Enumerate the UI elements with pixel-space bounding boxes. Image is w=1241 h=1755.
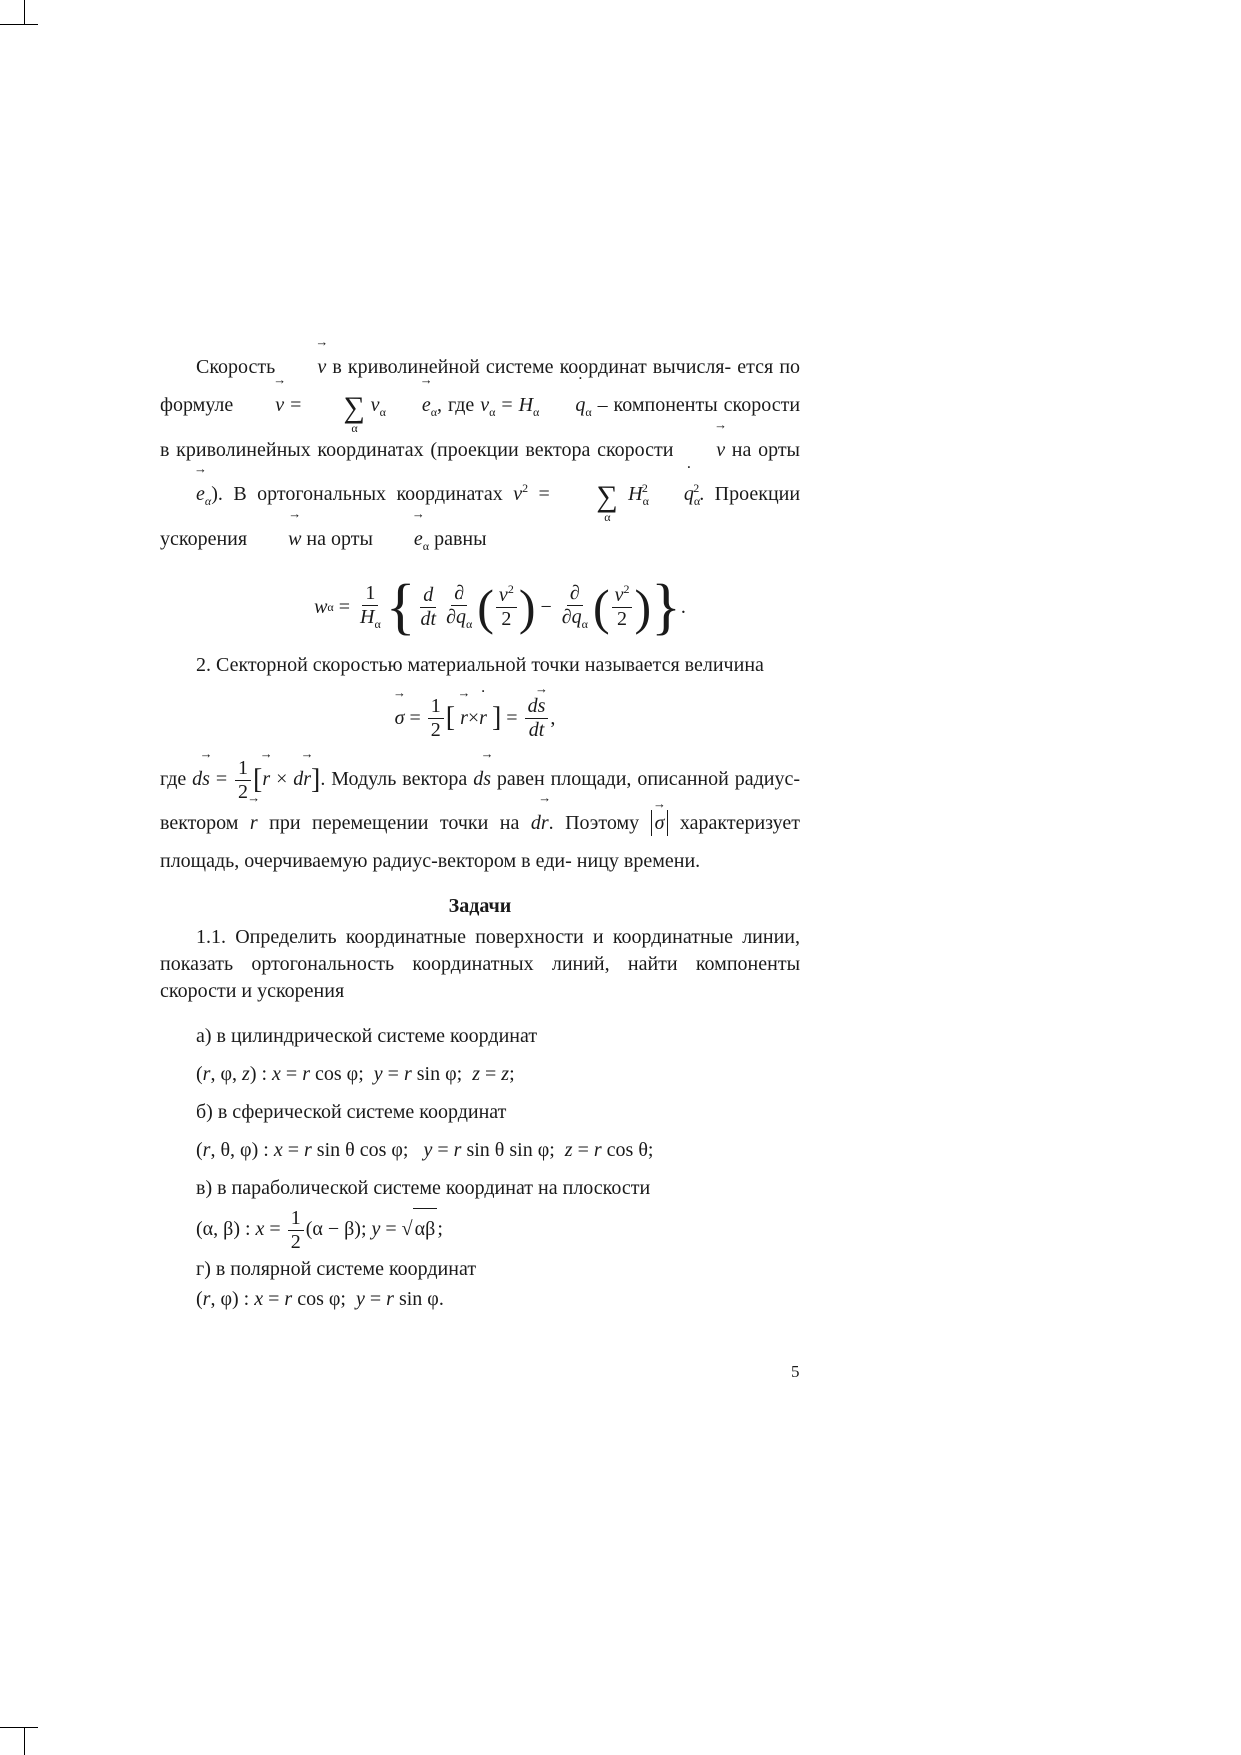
text-fragment: – компоненты скорости [597, 394, 801, 416]
sector-velocity-paragraph [160, 651, 800, 679]
velocity-paragraph [160, 348, 800, 565]
where-paragraph [160, 757, 800, 880]
text-fragment: ). В ортогональных координатах [211, 483, 503, 505]
math-dr: d→ r [531, 812, 549, 834]
crop-mark-bottom-horizontal [0, 1727, 38, 1728]
text-fragment: на орты [306, 528, 373, 550]
text-fragment: равны [434, 528, 487, 550]
task-item-d-label: г) в полярной системе координат [196, 1258, 477, 1280]
text-fragment: в криволинейных координатах (проекции вектора скорости [160, 439, 674, 461]
math-ds: d→ s [473, 768, 491, 790]
sector-velocity-equation: → σ = $\frac{1}{2}$ [ → r × ˙ r ] = $\frac{d\to s}{dt}$ , [150, 683, 800, 753]
text-fragment: 2. Секторной скоростью материальной точки называется [196, 654, 680, 676]
text-fragment: Скорость [196, 356, 276, 378]
math-vector-v: → v [680, 431, 725, 469]
section-heading: Задачи [448, 895, 512, 917]
task-item-a-formula: (r, φ, z) : x = r cos φ; y = r sin φ; z = z; [196, 1063, 515, 1085]
text-fragment: . Проекции [699, 483, 801, 505]
math-vector-w: → w [252, 520, 301, 558]
text-fragment: , где [437, 394, 475, 416]
text-fragment: орты [758, 439, 800, 461]
text-fragment: ется по формуле [160, 356, 801, 416]
page-number: 5 [791, 1362, 800, 1381]
acceleration-equation: w α = $\frac{1}{H_\alpha}$ { $\frac{d}{dt}$ $\frac{\partial}{\partial˙ q_\alpha}$ ( $\frac{v^2}{2}$ ) − $\frac{\partial}{\partial q_\alpha}$ ( $\frac{v^2}{2}$ ) } . [200, 569, 800, 645]
crop-mark-top-vertical [24, 0, 25, 24]
task-item-d-formula: (r, φ) : x = r cos φ; y = r sin φ. [196, 1288, 444, 1310]
math-unit-vector: → $e_\alpha$ [160, 483, 211, 505]
math-vector-v: → v [281, 348, 326, 386]
math-speed-squared: $v^2$ = ∑ α $H_\alpha^2˙$ $q_\alpha^2$ [513, 483, 699, 505]
math-abs-sigma: → σ [651, 810, 669, 836]
math-unit-vector: → $e_\alpha$ [378, 528, 429, 550]
text-fragment: радиус-вектором [160, 768, 801, 834]
text-fragment: где [160, 768, 187, 791]
math-velocity-sum: → v = ∑ α $v_\alpha\to e_\alpha$ [239, 394, 437, 416]
text-fragment: ускорения [160, 528, 248, 550]
math-vector-r: → r [250, 804, 258, 842]
math-area-element: d→ s = $\frac{1}{2}$ [→ r × d→ r] [192, 768, 320, 790]
task-item-c-label: в) в параболической системе координат на плоскости [196, 1177, 651, 1199]
text-fragment: на [731, 439, 752, 461]
text-fragment: ницу времени. [576, 850, 701, 872]
text-fragment: характеризует площадь, очерчиваемую радиус-вектором в еди- [160, 812, 801, 872]
text-fragment: . Модуль вектора [320, 768, 468, 791]
text-fragment: . Поэтому [548, 812, 640, 834]
text-fragment: равен площади, описанной [496, 768, 729, 791]
task-intro: 1.1. Определить координатные поверхности и координатные линии, показать ортогональность координатных линий, найти компоненты скорости и ускорения [160, 926, 800, 1002]
crop-mark-bottom-vertical [24, 1728, 25, 1755]
task-item-b-label: б) в сферической системе координат [196, 1101, 507, 1123]
task-item-c-formula: (α, β) : x = $\frac{1}{2}$ (α − β); y = √ αβ ; [196, 1207, 443, 1253]
task-item-b-formula: (r, θ, φ) : x = r sin θ cos φ; y = r sin θ sin φ; z = r cos θ; [196, 1139, 654, 1161]
math-velocity-component: $v_\alpha$ = $H_\alpha˙$ $q_\alpha$ [480, 394, 591, 416]
text-fragment: в криволинейной системе координат вычисля- [332, 356, 732, 378]
text-fragment: величина [684, 654, 764, 676]
crop-mark-top-horizontal [0, 24, 38, 25]
task-item-a-label: а) в цилиндрической системе координат [196, 1025, 538, 1047]
text-fragment: при перемещении точки на [269, 812, 520, 834]
page-body [160, 348, 800, 1314]
